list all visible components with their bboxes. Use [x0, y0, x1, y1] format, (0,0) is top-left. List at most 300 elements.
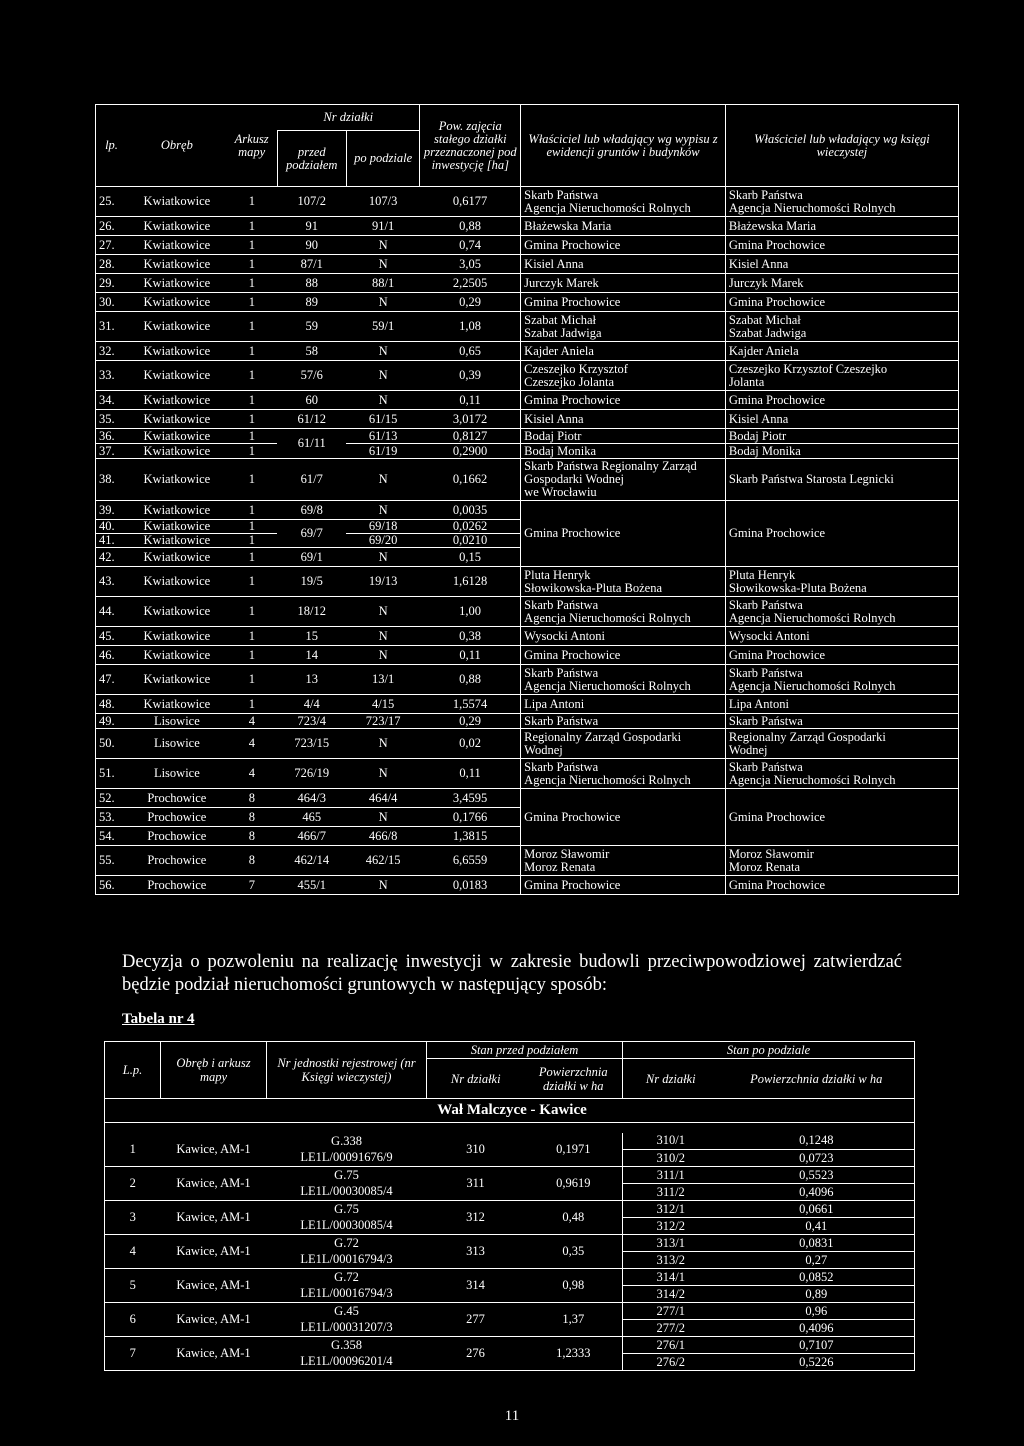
header-po: po podziale	[346, 131, 420, 187]
cell-po: 61/19	[346, 444, 420, 459]
cell-po: N	[346, 501, 420, 520]
t2-header-pow-przed: Powierzchnia działki w ha	[525, 1059, 623, 1099]
cell-pow-po: 0,41	[719, 1218, 915, 1235]
cell-przed: 58	[277, 342, 346, 361]
cell-lp: 38.	[96, 459, 127, 501]
cell-obreb: Kwiatkowice	[127, 627, 227, 646]
cell-przed: 107/2	[277, 187, 346, 217]
cell-nr-po: 310/1	[623, 1133, 719, 1150]
cell-pow: 6,6559	[420, 846, 521, 876]
cell-obreb: Kwiatkowice	[127, 597, 227, 627]
cell-przed: 726/19	[277, 759, 346, 789]
cell-jr-kw: LE1L/00016794/3	[267, 1286, 427, 1303]
cell-przed: 464/3	[277, 789, 346, 808]
cell-obreb: Kwiatkowice	[127, 501, 227, 520]
cell-jr-kw: LE1L/00030085/4	[267, 1184, 427, 1201]
cell-owner-ewid: Szabat Michał Szabat Jadwiga	[521, 312, 726, 342]
cell-arkusz: 1	[227, 236, 277, 255]
cell-lp: 48.	[96, 695, 127, 714]
cell-po: 61/13	[346, 429, 420, 444]
cell-obreb: Kwiatkowice	[127, 444, 227, 459]
cell-przed: 14	[277, 646, 346, 665]
table-row	[96, 293, 959, 312]
cell-przed: 13	[277, 665, 346, 695]
cell-owner-ewid: Kisiel Anna	[521, 410, 726, 429]
cell-owner-ewid: Regionalny Zarząd Gospodarki Wodnej	[521, 729, 726, 759]
cell-lp: 47.	[96, 665, 127, 695]
cell-po: N	[346, 459, 420, 501]
cell-po: 13/1	[346, 665, 420, 695]
cell-po: 88/1	[346, 274, 420, 293]
cell-nr-po: 311/2	[623, 1184, 719, 1201]
cell-owner-ewid: Gmina Prochowice	[521, 501, 726, 567]
cell-pow: 1,5574	[420, 695, 521, 714]
cell-arkusz: 8	[227, 808, 277, 827]
cell-owner-ewid: Skarb Państwa Agencja Nieruchomości Rolnych	[521, 597, 726, 627]
cell-owner-kw: Skarb Państwa Agencja Nieruchomości Rolnych	[725, 665, 958, 695]
cell-po: 69/18	[346, 520, 420, 534]
cell-po: N	[346, 255, 420, 274]
table-row	[96, 846, 959, 876]
t2-header-jr: Nr jednostki rejestrowej (nr Księgi wieczystej)	[267, 1042, 427, 1099]
table-row	[96, 342, 959, 361]
cell-arkusz: 1	[227, 444, 277, 459]
cell-owner-kw: Gmina Prochowice	[725, 391, 958, 410]
table-row	[96, 236, 959, 255]
table-row	[96, 759, 959, 789]
cell-pow: 0,74	[420, 236, 521, 255]
cell-owner-kw: Lipa Antoni	[725, 695, 958, 714]
cell-po: 462/15	[346, 846, 420, 876]
cell-pow: 0,0210	[420, 534, 521, 548]
cell-nr-przed: 277	[427, 1303, 525, 1337]
cell-owner-kw: Gmina Prochowice	[725, 789, 958, 846]
cell-lp: 44.	[96, 597, 127, 627]
cell-po: 464/4	[346, 789, 420, 808]
cell-przed: 90	[277, 236, 346, 255]
cell-owner-ewid: Gmina Prochowice	[521, 236, 726, 255]
cell-jr-g: G.75	[334, 1167, 359, 1182]
header-przed: przed podziałem	[277, 131, 346, 187]
cell-obreb: Kwiatkowice	[127, 646, 227, 665]
cell-owner-kw: Gmina Prochowice	[725, 876, 958, 895]
cell-owner-kw: Kisiel Anna	[725, 255, 958, 274]
cell-obreb: Kawice, AM-1	[161, 1133, 267, 1167]
table-row	[96, 789, 959, 808]
cell-obreb: Lisowice	[127, 759, 227, 789]
cell-pow: 0,39	[420, 361, 521, 391]
cell-nr-po: 277/1	[623, 1303, 719, 1320]
cell-pow: 1,00	[420, 597, 521, 627]
cell-nr-przed: 276	[427, 1337, 525, 1371]
table-row	[96, 567, 959, 597]
cell-owner-ewid: Skarb Państwa	[521, 714, 726, 729]
cell-przed: 15	[277, 627, 346, 646]
cell-po: N	[346, 342, 420, 361]
cell-arkusz: 1	[227, 646, 277, 665]
cell-po: N	[346, 361, 420, 391]
cell-owner-ewid: Gmina Prochowice	[521, 391, 726, 410]
table-row	[96, 729, 959, 759]
table2-row	[105, 1337, 915, 1354]
cell-po: 59/1	[346, 312, 420, 342]
cell-po: N	[346, 548, 420, 567]
cell-pow: 0,0183	[420, 876, 521, 895]
table-title: Tabela nr 4	[122, 1011, 195, 1027]
cell-obreb: Kawice, AM-1	[161, 1337, 267, 1371]
cell-obreb: Kwiatkowice	[127, 342, 227, 361]
cell-po: N	[346, 597, 420, 627]
division-table	[104, 1041, 915, 1371]
cell-arkusz: 1	[227, 361, 277, 391]
header-obreb: Obręb	[127, 105, 227, 187]
cell-arkusz: 1	[227, 255, 277, 274]
table-row	[96, 312, 959, 342]
cell-nr-po: 276/1	[623, 1337, 719, 1354]
cell-pow-przed: 0,35	[525, 1235, 623, 1269]
cell-arkusz: 8	[227, 846, 277, 876]
cell-pow: 3,05	[420, 255, 521, 274]
cell-lp: 55.	[96, 846, 127, 876]
cell-pow: 2,2505	[420, 274, 521, 293]
cell-lp: 39.	[96, 501, 127, 520]
header-wlasciciel-ewid: Właściciel lub władający wg wypisu z ewidencji gruntów i budynków	[521, 105, 726, 187]
cell-obreb: Kawice, AM-1	[161, 1303, 267, 1337]
table2-row	[105, 1303, 915, 1320]
table-row	[96, 187, 959, 217]
header-arkusz: Arkusz mapy	[227, 105, 277, 187]
cell-pow-przed: 0,48	[525, 1201, 623, 1235]
t2-header-lp: L.p.	[105, 1042, 161, 1099]
t2-header-stan-po: Stan po podziale	[623, 1042, 915, 1059]
cell-lp: 36.	[96, 429, 127, 444]
t2-header-obreb: Obręb i arkusz mapy	[161, 1042, 267, 1099]
cell-arkusz: 1	[227, 627, 277, 646]
cell-przed: 69/8	[277, 501, 346, 520]
cell-owner-ewid: Gmina Prochowice	[521, 789, 726, 846]
cell-pow: 0,88	[420, 665, 521, 695]
cell-lp: 32.	[96, 342, 127, 361]
cell-pow: 0,11	[420, 759, 521, 789]
cell-owner-ewid: Błażewska Maria	[521, 217, 726, 236]
cell-owner-ewid: Lipa Antoni	[521, 695, 726, 714]
cell-nr-po: 312/1	[623, 1201, 719, 1218]
cell-po: N	[346, 646, 420, 665]
cell-obreb: Kwiatkowice	[127, 274, 227, 293]
cell-obreb: Kwiatkowice	[127, 361, 227, 391]
header-nr-dzialki: Nr działki	[277, 105, 420, 131]
cell-owner-kw: Skarb Państwa Starosta Legnicki	[725, 459, 958, 501]
cell-przed: 59	[277, 312, 346, 342]
header-pow: Pow. zajęcia stałego działki przeznaczonej pod inwestycję [ha]	[420, 105, 521, 187]
cell-owner-kw: Skarb Państwa Agencja Nieruchomości Rolnych	[725, 597, 958, 627]
cell-pow: 0,0035	[420, 501, 521, 520]
cell-nr-po: 310/2	[623, 1150, 719, 1167]
cell-lp: 45.	[96, 627, 127, 646]
cell-lp: 43.	[96, 567, 127, 597]
cell-przed: 91	[277, 217, 346, 236]
cell-obreb: Kwiatkowice	[127, 520, 227, 534]
parcels-table	[95, 104, 959, 895]
cell-przed: 69/1	[277, 548, 346, 567]
table-row	[96, 274, 959, 293]
cell-nr-po: 313/2	[623, 1252, 719, 1269]
cell-obreb: Kwiatkowice	[127, 255, 227, 274]
cell-owner-ewid: Skarb Państwa Agencja Nieruchomości Rolnych	[521, 665, 726, 695]
cell-lp: 27.	[96, 236, 127, 255]
cell-owner-ewid: Jurczyk Marek	[521, 274, 726, 293]
cell-pow-przed: 0,98	[525, 1269, 623, 1303]
header-lp: lp.	[96, 105, 127, 187]
cell-po: N	[346, 627, 420, 646]
cell-obreb: Kwiatkowice	[127, 187, 227, 217]
cell-obreb: Kwiatkowice	[127, 217, 227, 236]
cell-lp: 28.	[96, 255, 127, 274]
cell-po: 19/13	[346, 567, 420, 597]
cell-owner-ewid: Gmina Prochowice	[521, 646, 726, 665]
t2-header-nr-przed: Nr działki	[427, 1059, 525, 1099]
cell-owner-ewid: Moroz Sławomir Moroz Renata	[521, 846, 726, 876]
cell-pow-po: 0,5226	[719, 1354, 915, 1371]
cell-lp: 41.	[96, 534, 127, 548]
table2-row	[105, 1133, 915, 1150]
table2-row	[105, 1201, 915, 1218]
cell-owner-kw: Gmina Prochowice	[725, 646, 958, 665]
table-row	[96, 665, 959, 695]
cell-pow-po: 0,0852	[719, 1269, 915, 1286]
cell-jr-g: G.72	[334, 1269, 359, 1284]
cell-obreb: Kawice, AM-1	[161, 1269, 267, 1303]
table-row	[96, 459, 959, 501]
cell-owner-kw: Gmina Prochowice	[725, 293, 958, 312]
table-row	[96, 876, 959, 895]
cell-owner-kw: Wysocki Antoni	[725, 627, 958, 646]
cell-pow-po: 0,0831	[719, 1235, 915, 1252]
table-row	[96, 255, 959, 274]
cell-lp: 40.	[96, 520, 127, 534]
cell-pow: 1,08	[420, 312, 521, 342]
cell-obreb: Kawice, AM-1	[161, 1167, 267, 1201]
cell-pow-przed: 1,37	[525, 1303, 623, 1337]
cell-pow: 0,38	[420, 627, 521, 646]
cell-obreb: Kwiatkowice	[127, 695, 227, 714]
cell-lp: 6	[105, 1303, 161, 1337]
cell-lp: 3	[105, 1201, 161, 1235]
cell-owner-ewid: Skarb Państwa Agencja Nieruchomości Rolnych	[521, 759, 726, 789]
cell-obreb: Kwiatkowice	[127, 410, 227, 429]
cell-pow: 1,6128	[420, 567, 521, 597]
cell-obreb: Kwiatkowice	[127, 293, 227, 312]
cell-arkusz: 1	[227, 459, 277, 501]
cell-pow: 0,1766	[420, 808, 521, 827]
cell-pow: 0,02	[420, 729, 521, 759]
cell-arkusz: 1	[227, 274, 277, 293]
cell-po: N	[346, 759, 420, 789]
cell-lp: 56.	[96, 876, 127, 895]
cell-lp: 46.	[96, 646, 127, 665]
cell-arkusz: 1	[227, 410, 277, 429]
cell-arkusz: 7	[227, 876, 277, 895]
cell-nr-przed: 311	[427, 1167, 525, 1201]
page-number: 11	[504, 1408, 520, 1424]
cell-owner-kw: Kisiel Anna	[725, 410, 958, 429]
cell-owner-kw: Regionalny Zarząd Gospodarki Wodnej	[725, 729, 958, 759]
cell-arkusz: 4	[227, 759, 277, 789]
section-label: Wał Malczyce - Kawice	[105, 1099, 915, 1123]
cell-arkusz: 1	[227, 391, 277, 410]
table2-row	[105, 1235, 915, 1252]
decision-paragraph: Decyzja o pozwoleniu na realizację inwestycji w zakresie budowli przeciwpowodziowej zatwierdzać będzie podział nieruchomości gruntowych w następujący sposób:	[122, 952, 902, 995]
cell-pow: 0,15	[420, 548, 521, 567]
table-row	[96, 429, 959, 444]
cell-obreb: Kwiatkowice	[127, 236, 227, 255]
table-row	[96, 646, 959, 665]
cell-lp: 33.	[96, 361, 127, 391]
cell-po: 4/15	[346, 695, 420, 714]
cell-owner-kw: Szabat Michał Szabat Jadwiga	[725, 312, 958, 342]
cell-przed: 19/5	[277, 567, 346, 597]
cell-lp: 42.	[96, 548, 127, 567]
cell-owner-ewid: Gmina Prochowice	[521, 876, 726, 895]
header-wlasciciel-kw: Właściciel lub władający wg księgi wieczystej	[725, 105, 958, 187]
cell-jr-g: G.75	[334, 1201, 359, 1216]
cell-obreb: Kwiatkowice	[127, 312, 227, 342]
cell-obreb: Prochowice	[127, 876, 227, 895]
cell-owner-kw: Bodaj Monika	[725, 444, 958, 459]
table-row	[96, 361, 959, 391]
cell-pow-po: 0,1248	[719, 1133, 915, 1150]
cell-arkusz: 1	[227, 187, 277, 217]
cell-pow: 0,29	[420, 714, 521, 729]
cell-po: 91/1	[346, 217, 420, 236]
cell-owner-kw: Błażewska Maria	[725, 217, 958, 236]
cell-owner-kw: Kajder Aniela	[725, 342, 958, 361]
cell-arkusz: 1	[227, 501, 277, 520]
cell-przed: 462/14	[277, 846, 346, 876]
cell-przed: 69/7	[277, 520, 346, 548]
cell-lp: 25.	[96, 187, 127, 217]
cell-przed: 723/15	[277, 729, 346, 759]
cell-lp: 7	[105, 1337, 161, 1371]
cell-pow-po: 0,27	[719, 1252, 915, 1269]
cell-lp: 26.	[96, 217, 127, 236]
cell-owner-kw: Pluta Henryk Słowikowska-Pluta Bożena	[725, 567, 958, 597]
cell-pow-przed: 0,1971	[525, 1133, 623, 1167]
cell-owner-ewid: Pluta Henryk Słowikowska-Pluta Bożena	[521, 567, 726, 597]
cell-arkusz: 8	[227, 789, 277, 808]
cell-pow-przed: 1,2333	[525, 1337, 623, 1371]
cell-owner-kw: Skarb Państwa Agencja Nieruchomości Rolnych	[725, 759, 958, 789]
cell-owner-kw: Czeszejko Krzysztof Czeszejko Jolanta	[725, 361, 958, 391]
cell-po: N	[346, 876, 420, 895]
cell-arkusz: 1	[227, 293, 277, 312]
table-row	[96, 410, 959, 429]
cell-pow: 3,0172	[420, 410, 521, 429]
cell-owner-ewid: Bodaj Monika	[521, 444, 726, 459]
table-row	[96, 444, 959, 459]
cell-pow: 0,6177	[420, 187, 521, 217]
cell-owner-kw: Jurczyk Marek	[725, 274, 958, 293]
cell-lp: 52.	[96, 789, 127, 808]
cell-nr-przed: 313	[427, 1235, 525, 1269]
cell-owner-kw: Moroz Sławomir Moroz Renata	[725, 846, 958, 876]
cell-jr-kw: LE1L/00016794/3	[267, 1252, 427, 1269]
cell-pow: 0,65	[420, 342, 521, 361]
t2-header-stan-przed: Stan przed podziałem	[427, 1042, 623, 1059]
cell-lp: 30.	[96, 293, 127, 312]
cell-pow-po: 0,4096	[719, 1320, 915, 1337]
cell-arkusz: 1	[227, 548, 277, 567]
cell-jr-kw: LE1L/00091676/9	[267, 1150, 427, 1167]
cell-po: N	[346, 729, 420, 759]
cell-obreb: Kawice, AM-1	[161, 1235, 267, 1269]
cell-arkusz: 1	[227, 342, 277, 361]
cell-przed: 465	[277, 808, 346, 827]
cell-obreb: Kwiatkowice	[127, 391, 227, 410]
cell-lp: 49.	[96, 714, 127, 729]
cell-obreb: Kwiatkowice	[127, 665, 227, 695]
cell-arkusz: 4	[227, 729, 277, 759]
cell-przed: 60	[277, 391, 346, 410]
cell-przed: 466/7	[277, 827, 346, 846]
cell-owner-ewid: Gmina Prochowice	[521, 293, 726, 312]
cell-przed: 4/4	[277, 695, 346, 714]
cell-pow-po: 0,4096	[719, 1184, 915, 1201]
cell-obreb: Kwiatkowice	[127, 548, 227, 567]
cell-lp: 2	[105, 1167, 161, 1201]
cell-arkusz: 8	[227, 827, 277, 846]
cell-pow: 0,2900	[420, 444, 521, 459]
cell-pow-po: 0,5523	[719, 1167, 915, 1184]
cell-nr-przed: 314	[427, 1269, 525, 1303]
cell-obreb: Prochowice	[127, 789, 227, 808]
table-row	[96, 501, 959, 520]
cell-przed: 57/6	[277, 361, 346, 391]
cell-lp: 54.	[96, 827, 127, 846]
cell-lp: 51.	[96, 759, 127, 789]
cell-pow-po: 0,89	[719, 1286, 915, 1303]
cell-lp: 34.	[96, 391, 127, 410]
cell-przed: 61/12	[277, 410, 346, 429]
cell-nr-po: 277/2	[623, 1320, 719, 1337]
cell-nr-po: 312/2	[623, 1218, 719, 1235]
cell-przed: 61/11	[277, 429, 346, 459]
cell-arkusz: 1	[227, 695, 277, 714]
table-row	[96, 391, 959, 410]
cell-po: N	[346, 391, 420, 410]
cell-po: 466/8	[346, 827, 420, 846]
cell-lp: 31.	[96, 312, 127, 342]
cell-po: N	[346, 808, 420, 827]
cell-przed: 61/7	[277, 459, 346, 501]
cell-nr-przed: 312	[427, 1201, 525, 1235]
cell-pow: 0,8127	[420, 429, 521, 444]
t2-header-nr-po: Nr działki	[623, 1059, 719, 1099]
cell-przed: 18/12	[277, 597, 346, 627]
cell-przed: 89	[277, 293, 346, 312]
cell-jr-kw: LE1L/00096201/4	[267, 1354, 427, 1371]
cell-pow-po: 0,96	[719, 1303, 915, 1320]
cell-po: N	[346, 293, 420, 312]
cell-jr-g: G.45	[334, 1303, 359, 1318]
cell-owner-ewid: Skarb Państwa Agencja Nieruchomości Rolnych	[521, 187, 726, 217]
cell-pow: 1,3815	[420, 827, 521, 846]
cell-nr-po: 314/1	[623, 1269, 719, 1286]
cell-arkusz: 1	[227, 217, 277, 236]
table2-row	[105, 1167, 915, 1184]
cell-po: 107/3	[346, 187, 420, 217]
cell-lp: 4	[105, 1235, 161, 1269]
